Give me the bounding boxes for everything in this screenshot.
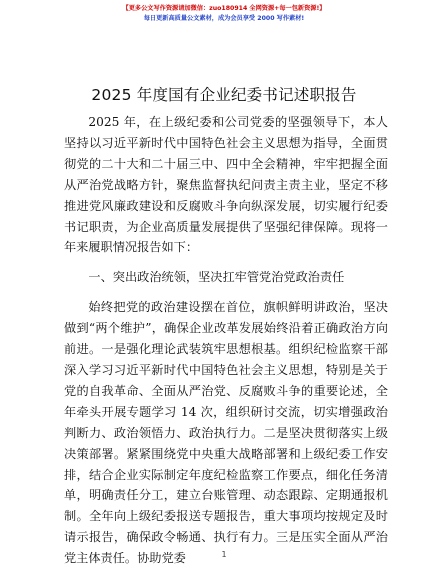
document-body (64, 112, 388, 569)
intro-paragraph: 2025 年，在上级纪委和公司党委的坚强领导下，本人坚持以习近平新时代中国特色社会主义思想为指导，全面贯彻党的二十大和二十届三中、四中全会精神，牢牢把握全面从严治党战略方针，聚焦监督执纪问责主责主业，坚定不移推进党风廉政建设和反腐败斗争向纵深发展，切实履行纪委书记职责，为企业高质量发展提供了坚强纪律保障。现将一年来履职情况报告如下： (64, 115, 388, 255)
promo-banner (0, 4, 448, 24)
section-heading: 一、突出政治统领，坚决扛牢管党治党政治责任 (88, 270, 345, 285)
promo-banner-line-1: 【更多公文写作资源请加微信：zuo180914 全网资源+每一包新资源!】 (122, 5, 326, 12)
body-paragraph: 始终把党的政治建设摆在首位，旗帜鲜明讲政治，坚决做到“两个维护”，确保企业改革发展始终沿着正确政治方向前进。一是强化理论武装筑牢思想根基。组织纪检监察干部深入学习习近平新时代中国特色社会主义思想，特别是关于党的自我革命、全面从严治党、反腐败斗争的重要论述，全年牵头开展专题学习 14 次，组织研讨交流，切实增强政治判断力、政治领悟力、政治执行力。二是坚决贯彻落实上级决策部署。紧紧围绕党中央重大战略部署和上级纪委工作安排，结合企业实际制定年度纪检监察工作要点，细化任务清单，明确责任分工，建立台账管理、动态跟踪、定期通报机制。全年向上级纪委报送专题报告，重大事项均按规定及时请示报告，确保政令畅通、执行有力。三是压实全面从严治党主体责任。协助党委 (64, 300, 388, 566)
document-title: 2025 年度国有企业纪委书记述职报告 (91, 86, 357, 104)
page-number: 1 (221, 550, 227, 559)
promo-banner-line-2: 每日更新高质量公文素材，成为会员享受 2000 写作素材! (143, 15, 305, 22)
